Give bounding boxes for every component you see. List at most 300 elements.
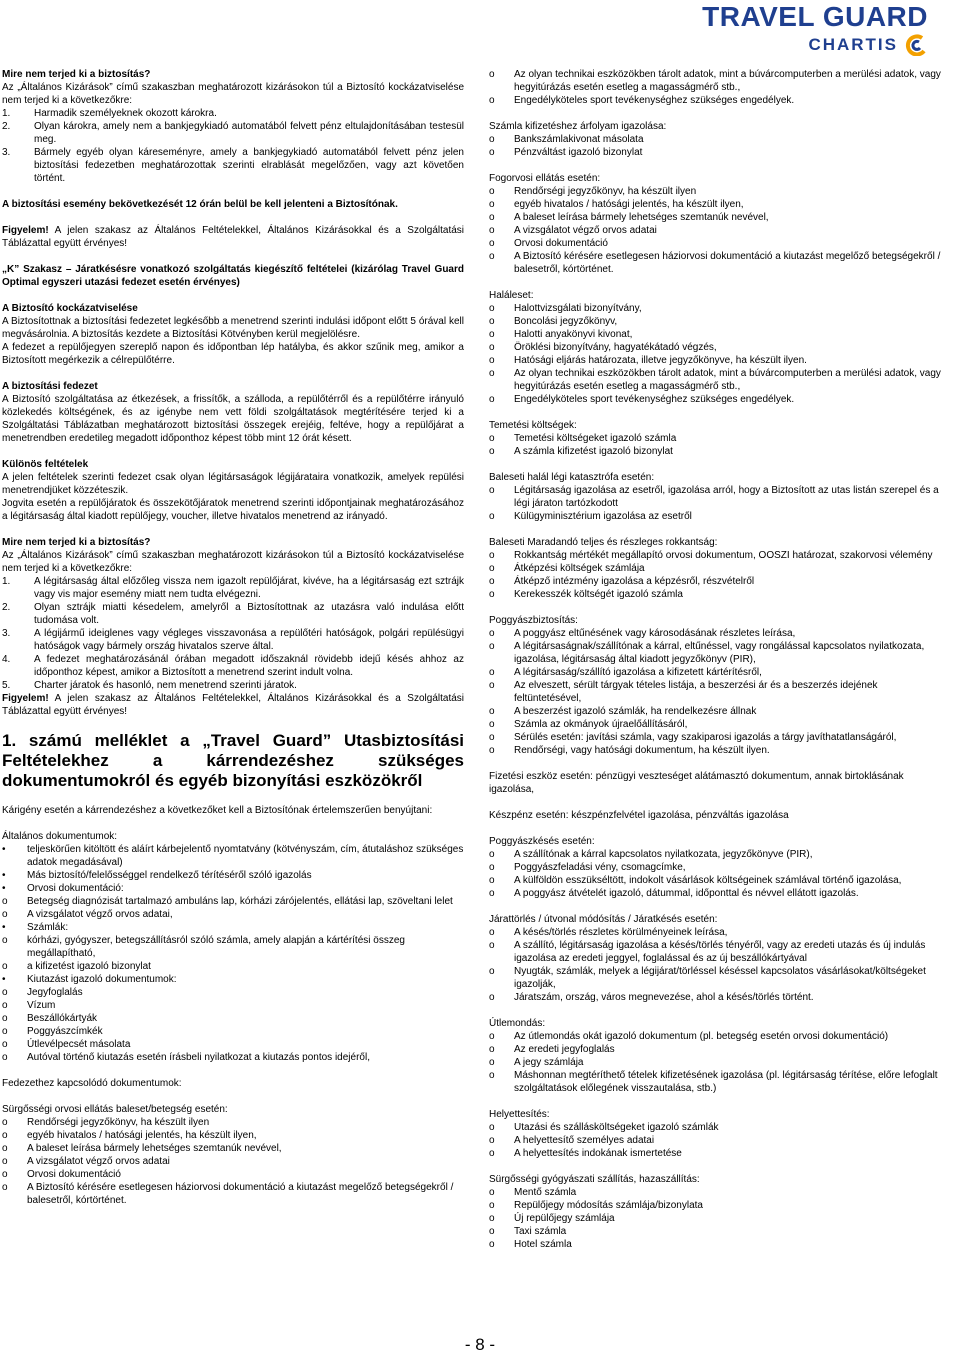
item-number: 3. <box>2 147 11 158</box>
list <box>489 133 945 159</box>
item-text: Nyugták, számlák, melyek a légijárat/törléssel késéssel kapcsolatos vásárlásokat/költségeket igazolják, <box>514 966 926 990</box>
list-item <box>489 718 945 731</box>
list <box>489 627 945 757</box>
attention-note <box>2 224 464 250</box>
item-text: A számla kifizetést igazoló bizonylat <box>514 446 673 457</box>
item-text: A késés/törlés részletes körülményeinek leírása, <box>514 927 728 938</box>
bullet-marker: o <box>2 935 8 946</box>
list <box>489 926 945 1004</box>
item-text: Mentő számla <box>514 1187 577 1198</box>
item-text: kórházi, gyógyszer, betegszállításról szóló számla, amely alapján a kártérítési összeg megállapítható, <box>27 935 405 959</box>
list-item <box>2 843 464 869</box>
item-text: Pénzváltást igazoló bizonylat <box>514 147 643 158</box>
item-text: Taxi számla <box>514 1226 567 1237</box>
bullet-marker: o <box>489 225 495 236</box>
item-text: Autóval történő kiutazás esetén írásbeli nyilatkozat a kiutazás pontos idejéről, <box>27 1052 370 1063</box>
item-text: Kiutazást igazoló dokumentumok: <box>27 974 177 985</box>
list-item <box>489 185 945 198</box>
item-text: Az olyan technikai eszközökben tárolt adatok, mint a búvárcomputerben a merülési adatok, vagy hegyitúrázás esetén esetleg a magasságmérő stb., <box>514 368 941 392</box>
list-item <box>489 302 945 315</box>
list-item <box>489 926 945 939</box>
bullet-marker: o <box>489 342 495 353</box>
bullet-marker: o <box>2 1052 8 1063</box>
item-text: Repülőjegy módosítás számlája/bizonylata <box>514 1200 703 1211</box>
bullet-marker: o <box>489 446 495 457</box>
list <box>489 549 945 601</box>
list-item <box>2 999 464 1012</box>
list-item <box>489 588 945 601</box>
page-number: - 8 - <box>464 1335 496 1354</box>
item-text: A légijármű ideiglenes vagy végleges visszavonása a repülőtéri hatóságok, polgári repülésügyi hatóságok vagy bármely ország hivatalos szerve által. <box>34 628 464 652</box>
bullet-marker: • <box>2 870 6 881</box>
item-text: egyéb hivatalos / hatósági jelentés, ha készült ilyen, <box>514 199 744 210</box>
item-text: Hatósági eljárás határozata, illetve jegyzőkönyve, ha készült ilyen. <box>514 355 807 366</box>
list <box>489 848 945 900</box>
group-title: Poggyászbiztosítás: <box>489 615 578 626</box>
list-item <box>2 1025 464 1038</box>
bullet-marker: o <box>2 909 8 920</box>
group-title: Fogorvosi ellátás esetén: <box>489 173 601 184</box>
item-text: A beszerzést igazoló számlák, ha rendelkezésre állnak <box>514 706 757 717</box>
numbered-item <box>2 120 464 146</box>
bullet-marker: o <box>489 485 495 496</box>
bullet-marker: o <box>489 1226 495 1237</box>
list-item <box>489 991 945 1004</box>
item-text: Átképzési költségek számlája <box>514 563 645 574</box>
item-number: 1. <box>2 576 11 587</box>
bullet-marker: o <box>2 1026 8 1037</box>
bullet-marker: o <box>489 849 495 860</box>
list-item <box>489 237 945 250</box>
group-title: Poggyászkésés esetén: <box>489 836 595 847</box>
item-text: Olyan károkra, amely nem a bankjegykiadó automatából felvett pénz eltulajdonításában testesül meg. <box>34 121 464 145</box>
list-item <box>2 1051 464 1064</box>
urgent-docs-list <box>2 1116 464 1207</box>
list-item <box>2 973 464 986</box>
item-number: 2. <box>2 602 11 613</box>
bullet-marker: o <box>489 1187 495 1198</box>
list-item <box>2 1168 464 1181</box>
bullet-marker: o <box>489 1239 495 1250</box>
item-text: Számlák: <box>27 922 69 933</box>
bullet-marker: o <box>489 368 495 379</box>
list-item <box>2 934 464 960</box>
list-item <box>489 731 945 744</box>
exclusion-list <box>2 575 464 692</box>
list-item <box>489 94 945 107</box>
item-text: A szállítónak a kárral kapcsolatos nyilatkozata, jegyzőkönyve (PIR), <box>514 849 813 860</box>
bullet-marker: o <box>489 1213 495 1224</box>
item-text: A jegy számlája <box>514 1057 584 1068</box>
bullet-marker: o <box>2 961 8 972</box>
logo-sub <box>702 34 928 56</box>
item-text: Külügyminisztérium igazolása az esetről <box>514 511 692 522</box>
group-title: Helyettesítés: <box>489 1109 550 1120</box>
item-text: Hotel számla <box>514 1239 572 1250</box>
list-item <box>2 869 464 882</box>
item-text: teljeskörűen kitöltött és aláírt kárbejelentő nyomtatvány (kötvényszám, cím, átutaláshoz szükséges adatok megadásával) <box>27 844 464 868</box>
item-text: Orvosi dokumentáció <box>27 1169 121 1180</box>
group-title: Temetési költségek: <box>489 420 577 431</box>
list-item <box>489 250 945 276</box>
item-text: Poggyászcímkék <box>27 1026 103 1037</box>
bullet-marker: • <box>2 974 6 985</box>
item-text: Utazási és szállásköltségeket igazoló számlák <box>514 1122 719 1133</box>
item-text: Kerekesszék költségét igazoló számla <box>514 589 683 600</box>
item-text: Engedélyköteles sport tevékenységhez szükséges engedélyek. <box>514 394 795 405</box>
attention-text: A jelen szakasz az Általános Feltételekkel, Általános Kizárásokkal és a Szolgáltatási Táblázattal együtt érvényes! <box>2 225 465 249</box>
bullet-marker: o <box>2 1039 8 1050</box>
item-text: Öröklési bizonyítvány, hagyatékátadó végzés, <box>514 342 717 353</box>
attention-note <box>2 692 464 718</box>
numbered-item <box>2 575 464 601</box>
bullet-marker: o <box>489 69 495 80</box>
bullet-marker: o <box>489 992 495 1003</box>
bullet-marker: o <box>2 1130 8 1141</box>
item-text: Sérülés esetén: javítási számla, vagy szakiparosi igazolás a tárgy javíthatatlanságáról, <box>514 732 897 743</box>
item-text: A helyettesítő személyes adatai <box>514 1135 655 1146</box>
list-item <box>489 484 945 510</box>
item-text: Beszállókártyák <box>27 1013 98 1024</box>
bullet-marker: o <box>489 1044 495 1055</box>
bullet-marker: o <box>489 589 495 600</box>
item-text: Temetési költségeket igazoló számla <box>514 433 677 444</box>
list-item <box>2 882 464 895</box>
list-item <box>489 627 945 640</box>
item-text: Vízum <box>27 1000 56 1011</box>
list-item <box>489 1134 945 1147</box>
list-item <box>489 510 945 523</box>
item-text: egyéb hivatalos / hatósági jelentés, ha készült ilyen, <box>27 1130 257 1141</box>
list <box>489 1030 945 1095</box>
item-text: Más biztosító/felelősséggel rendelkező térítéséről szóló igazolás <box>27 870 312 881</box>
list <box>489 68 945 107</box>
group-title: Haláleset: <box>489 290 534 301</box>
item-text: Orvosi dokumentáció <box>514 238 608 249</box>
bullet-marker: o <box>489 394 495 405</box>
bullet-marker: o <box>489 251 495 262</box>
item-text: Rendőrségi jegyzőkönyv, ha készült ilyen <box>514 186 697 197</box>
list-item <box>489 679 945 705</box>
attention-label: Figyelem! <box>2 693 49 704</box>
bullet-marker: o <box>489 134 495 145</box>
list-item <box>489 549 945 562</box>
item-text: Charter járatok és hasonló, nem menetrend szerinti járatok. <box>34 680 297 691</box>
item-text: A baleset leírása bármely lehetséges szemtanúk nevével, <box>514 212 769 223</box>
bullet-marker: o <box>489 563 495 574</box>
list-item <box>489 666 945 679</box>
section-k-title: „K” Szakasz – Járatkésésre vonatkozó szolgáltatás kiegészítő feltételei (kizárólag Travel Guard Optimal egyszeri utazási fedezet esetén érvényes) <box>2 264 464 288</box>
exclusion-list <box>2 107 464 185</box>
paragraph: Az „Általános Kizárások” című szakaszban meghatározott kizárásokon túl a Biztosító kockázatviselése nem terjed ki a következőkre: <box>2 82 464 106</box>
group-title: Számla kifizetéshez árfolyam igazolása: <box>489 121 667 132</box>
item-text: Orvosi dokumentáció: <box>27 883 124 894</box>
bullet-marker: o <box>489 732 495 743</box>
list-item <box>489 1238 945 1251</box>
list-item <box>2 1129 464 1142</box>
general-docs-list <box>2 843 464 1064</box>
item-text: A baleset leírása bármely lehetséges szemtanúk nevével, <box>27 1143 282 1154</box>
item-text: Poggyászfeladási vény, csomagcímke, <box>514 862 686 873</box>
attention-label: Figyelem! <box>2 225 49 236</box>
bullet-marker: o <box>489 186 495 197</box>
bullet-marker: o <box>489 1135 495 1146</box>
item-text: Járatszám, ország, város megnevezése, ahol a késés/törlés történt. <box>514 992 814 1003</box>
item-text: Boncolási jegyzőkönyv, <box>514 316 618 327</box>
group-title: Fedezethez kapcsolódó dokumentumok: <box>2 1078 182 1089</box>
list-item <box>489 705 945 718</box>
list-item <box>489 367 945 393</box>
annex-title: 1. számú melléklet a „Travel Guard” Utasbiztosítási Feltételekhez a kárrendezéshez szükséges dokumentumokról és egyéb bizonyítási eszközökről <box>2 731 464 790</box>
paragraph: Jogvita esetén a repülőjáratok és összekötőjáratok menetrend szerinti időpontjainak meghatározásához a légitársaság által kiadott repülőjegy, voucher, illetve hivatalos menetrend az irányadó. <box>2 498 464 522</box>
list-item <box>489 939 945 965</box>
bullet-marker: o <box>2 1156 8 1167</box>
list-item <box>489 328 945 341</box>
item-number: 5. <box>2 680 11 691</box>
list-item <box>489 640 945 666</box>
list <box>489 1121 945 1160</box>
list-item <box>489 575 945 588</box>
bullet-marker: o <box>2 1182 8 1193</box>
item-text: Bármely egyéb olyan káreseményre, amely a bankjegykiadó automatából felvett pénz jelen biztosítási fedezetben meghatározottak szerinti elrablását megelőzően, vagy azt követően történt. <box>34 147 464 184</box>
list-item <box>2 908 464 921</box>
item-text: Átképző intézmény igazolása a képzésről, részvételről <box>514 576 755 587</box>
list-item <box>2 895 464 908</box>
travel-guard-logo <box>702 2 928 56</box>
bullet-marker: o <box>489 329 495 340</box>
bullet-marker: o <box>489 888 495 899</box>
bullet-marker: o <box>489 1200 495 1211</box>
item-text: A légitársaságnak/szállítónak a kárral, eltűnéssel, vagy rongálással kapcsolatos nyilatkozata, igazolása, légitársaság által kiadott jegyzőkönyv (PIR), <box>514 641 925 665</box>
item-text: Bankszámlakivonat másolata <box>514 134 644 145</box>
item-text: Az olyan technikai eszközökben tárolt adatok, mint a búvárcomputerben a merülési adatok, vagy hegyitúrázás esetén esetleg a magasságmérő stb., <box>514 69 941 93</box>
list <box>489 185 945 276</box>
numbered-item <box>2 146 464 185</box>
bullet-marker: o <box>489 719 495 730</box>
list-item <box>489 1056 945 1069</box>
bullet-marker: o <box>489 212 495 223</box>
item-text: a kifizetést igazoló bizonylat <box>27 961 151 972</box>
list-item <box>489 1043 945 1056</box>
bullet-marker: o <box>2 896 8 907</box>
list-item <box>489 1212 945 1225</box>
item-text: Harmadik személyeknek okozott károkra. <box>34 108 217 119</box>
bullet-marker: o <box>489 667 495 678</box>
item-number: 4. <box>2 654 11 665</box>
bullet-marker: o <box>489 745 495 756</box>
paragraph: Az „Általános Kizárások” című szakaszban meghatározott kizárásokon túl a Biztosító kockázatviselése nem terjed ki a következőkre: <box>2 550 464 574</box>
item-text: Engedélyköteles sport tevékenységhez szükséges engedélyek. <box>514 95 795 106</box>
attention-text: A jelen szakasz az Általános Feltételekkel, Általános Kizárásokkal és a Szolgáltatási Táblázattal együtt érvényes! <box>2 693 465 717</box>
bullet-marker: o <box>489 1122 495 1133</box>
numbered-item <box>2 679 464 692</box>
bullet-marker: • <box>2 922 6 933</box>
list-item <box>489 848 945 861</box>
paragraph: A Biztosító szolgáltatása az étkezések, a frissítők, a szálloda, a repülőtérről és a repülőtérre irányuló közlekedés költségének, és az igénybe nem vett földi szolgáltatások megtérítésére terjed ki a Szolgáltatási Táblázatban meghatározott biztosítási összegek erejéig, feltéve, hogy a repülőjárat a menetrendben eredetileg megadott időponthoz képest több mint 12 órát késett. <box>2 394 464 444</box>
item-text: Halottvizsgálati bizonyítvány, <box>514 303 642 314</box>
item-text: A légitársaság által előzőleg vissza nem igazolt repülőjárat, kivéve, ha a légitársaság ezt sztrájk vagy vis major esemény miatt nem tudta elvégezni. <box>34 576 464 600</box>
list-item <box>489 562 945 575</box>
paragraph: Kárigény esetén a kárrendezéshez a következőket kell a Biztosítónak értelemszerűen benyújtani: <box>2 805 433 816</box>
left-column <box>2 68 464 1207</box>
item-text: A vizsgálatot végző orvos adatai <box>27 1156 170 1167</box>
special-title: Különös feltételek <box>2 459 89 470</box>
group-title: Járattörlés / útvonal módósítás / Járatkésés esetén: <box>489 914 718 925</box>
list-item <box>2 921 464 934</box>
list-item <box>489 1121 945 1134</box>
list-item <box>489 198 945 211</box>
item-text: Légitársaság igazolása az esetről, igazolása arról, hogy a Biztosított az utas listán szerepel és a légi járaton tartózkodott <box>514 485 939 509</box>
item-text: A poggyász átvételét igazoló, dátummal, időponttal és névvel ellátott igazolás. <box>514 888 859 899</box>
section-title: Mire nem terjed ki a biztosítás? <box>2 69 151 80</box>
item-text: A vizsgálatot végző orvos adatai <box>514 225 657 236</box>
list-item <box>489 874 945 887</box>
paragraph: Fizetési eszköz esetén: pénzügyi veszteséget alátámasztó dokumentum, annak birtoklásának igazolása, <box>489 771 904 795</box>
list-item <box>489 1147 945 1160</box>
group-title: Útlemondás: <box>489 1018 546 1029</box>
list-item <box>489 341 945 354</box>
paragraph: A fedezet a repülőjegyen szereplő napon és időpontban lép hatályba, és akkor szűnik meg, amikor a Biztosított megérkezik a célrepülőtérre. <box>2 342 464 366</box>
list-item <box>489 211 945 224</box>
bullet-marker: o <box>489 147 495 158</box>
bullet-marker: o <box>2 1013 8 1024</box>
bullet-marker: • <box>2 844 6 855</box>
item-text: A Biztosító kérésére esetlegesen háziorvosi dokumentáció a kiutazást megelőző betegségekről / balesetről, kórtörténet. <box>27 1182 454 1206</box>
item-text: Halotti anyakönyvi kivonat, <box>514 329 633 340</box>
list-item <box>489 432 945 445</box>
list-item <box>489 1225 945 1238</box>
item-text: Jegyfoglalás <box>27 987 83 998</box>
list-item <box>2 1155 464 1168</box>
bullet-marker: o <box>489 316 495 327</box>
list-item <box>2 960 464 973</box>
list-item <box>489 146 945 159</box>
item-text: Olyan sztrájk miatti késedelem, amelyről a Biztosítottnak az utazásra való indulása előtt tudomása volt. <box>34 602 464 626</box>
item-text: Máshonnan megtéríthető tételek kifizetésének igazolása (pl. légitársaság térítése, előre lefoglalt szolgáltatások előlegének visszautalása, stb.) <box>514 1070 938 1094</box>
bullet-marker: o <box>489 550 495 561</box>
bullet-marker: o <box>489 1057 495 1068</box>
list-item <box>489 1030 945 1043</box>
list-item <box>489 1069 945 1095</box>
group-title: Sürgősségi gyógyászati szállítás, hazaszállítás: <box>489 1174 700 1185</box>
item-text: Rokkantság mértékét megállapító orvosi dokumentum, OOSZI határozat, szakorvosi vélemény <box>514 550 933 561</box>
bullet-marker: o <box>2 1000 8 1011</box>
list-item <box>2 1181 464 1207</box>
bullet-marker: o <box>489 1031 495 1042</box>
chartis-swoosh-icon <box>902 34 928 56</box>
paragraph: A jelen feltételek szerinti fedezet csak olyan légitársaságok légijárataira vonatkozik, amelyek repülési menetrendjüket közzéteszik. <box>2 472 464 496</box>
group-title: Sürgősségi orvosi ellátás baleset/betegség esetén: <box>2 1104 228 1115</box>
bullet-marker: o <box>489 238 495 249</box>
item-text: A szállító, légitársaság igazolása a késés/törlés tényéről, vagy az eredeti utazás és új indulás igazolása az eredeti jeggyel, foglalással és az új beszállókártyával <box>514 940 926 964</box>
list-item <box>2 1142 464 1155</box>
paragraph: A Biztosítottnak a biztosítási fedezetet legkésőbb a menetrend szerinti indulási időpont előtt 5 órával kell megvásárolnia. A biztosítás kezdete a Biztosítási Kötvényben kerül megjelölésre. <box>2 316 464 340</box>
list-item <box>489 887 945 900</box>
list-item <box>489 133 945 146</box>
bullet-marker: o <box>489 927 495 938</box>
bullet-marker: o <box>489 199 495 210</box>
logo-main-text: TRAVEL GUARD <box>702 1 928 32</box>
list-item <box>489 965 945 991</box>
bullet-marker: o <box>489 511 495 522</box>
cover-title: A biztosítási fedezet <box>2 381 98 392</box>
risk-title: A Biztosító kockázatviselése <box>2 303 138 314</box>
bullet-marker: o <box>489 1070 495 1081</box>
list-item <box>2 1116 464 1129</box>
item-text: Útlevélpecsét másolata <box>27 1039 131 1050</box>
list <box>489 484 945 523</box>
item-text: Rendőrségi, vagy hatósági dokumentum, ha készült ilyen. <box>514 745 770 756</box>
item-number: 3. <box>2 628 11 639</box>
item-text: Új repülőjegy számlája <box>514 1213 615 1224</box>
bullet-marker: o <box>489 862 495 873</box>
item-text: A légitársaság/szállító igazolása a kifizetett kártérítésről, <box>514 667 762 678</box>
bullet-marker: o <box>489 433 495 444</box>
bullet-marker: o <box>2 1169 8 1180</box>
list-item <box>489 861 945 874</box>
item-number: 2. <box>2 121 11 132</box>
bullet-marker: o <box>2 1143 8 1154</box>
bullet-marker: o <box>489 940 495 951</box>
bullet-marker: o <box>489 680 495 691</box>
item-text: A poggyász eltűnésének vagy károsodásának részletes leírása, <box>514 628 796 639</box>
item-text: Rendőrségi jegyzőkönyv, ha készült ilyen <box>27 1117 210 1128</box>
paragraph: Készpénz esetén: készpénzfelvétel igazolása, pénzváltás igazolása <box>489 810 789 821</box>
list-item <box>2 1012 464 1025</box>
right-column <box>489 68 945 1251</box>
bullet-marker: o <box>489 641 495 652</box>
group-title: Baleseti halál légi katasztrófa esetén: <box>489 472 655 483</box>
list-item <box>489 354 945 367</box>
numbered-item <box>2 653 464 679</box>
list-item <box>489 744 945 757</box>
list-item <box>489 1186 945 1199</box>
group-title: Általános dokumentumok: <box>2 831 118 842</box>
bullet-marker: o <box>2 987 8 998</box>
bullet-marker: o <box>489 628 495 639</box>
list <box>489 432 945 458</box>
list-item <box>489 315 945 328</box>
item-text: Számla az okmányok újraelőállításáról, <box>514 719 688 730</box>
numbered-item <box>2 107 464 120</box>
item-text: A külföldön esszükséltött, indokolt vásárlások költségeinek számlával történő igazolása, <box>514 875 902 886</box>
bullet-marker: o <box>489 355 495 366</box>
bullet-marker: o <box>489 576 495 587</box>
item-text: A helyettesítés indokának ismertetése <box>514 1148 682 1159</box>
bullet-marker: o <box>489 875 495 886</box>
bullet-marker: o <box>489 966 495 977</box>
list-item <box>2 986 464 999</box>
item-text: A Biztosító kérésére esetlegesen háziorvosi dokumentáció a kiutazást megelőző betegségekről / balesetről, kórtörténet. <box>514 251 941 275</box>
bullet-marker: o <box>489 303 495 314</box>
report-deadline: A biztosítási esemény bekövetkezését 12 órán belül be kell jelenteni a Biztosítónak. <box>2 199 398 210</box>
bullet-marker: o <box>489 706 495 717</box>
list-item <box>489 224 945 237</box>
bullet-marker: o <box>489 95 495 106</box>
item-text: A fedezet meghatározásánál órában megadott időszaknál rövidebb idejű késés ahhoz az időponthoz képest, amikor a Biztosított a menetrend szerint indult volna. <box>34 654 464 678</box>
list-item <box>489 393 945 406</box>
list-item <box>489 68 945 94</box>
bullet-marker: o <box>2 1117 8 1128</box>
list <box>489 1186 945 1251</box>
item-text: Betegség diagnózisát tartalmazó ambuláns lap, kórházi zárójelentés, ellátási lap, szöveltani lelet <box>27 896 453 907</box>
bullet-marker: • <box>2 883 6 894</box>
item-text: Az útlemondás okát igazoló dokumentum (pl. betegség esetén orvosi dokumentáció) <box>514 1031 889 1042</box>
list <box>489 302 945 406</box>
list-item <box>489 1199 945 1212</box>
numbered-item <box>2 601 464 627</box>
group-title: Baleseti Maradandó teljes és részleges rokkantság: <box>489 537 718 548</box>
